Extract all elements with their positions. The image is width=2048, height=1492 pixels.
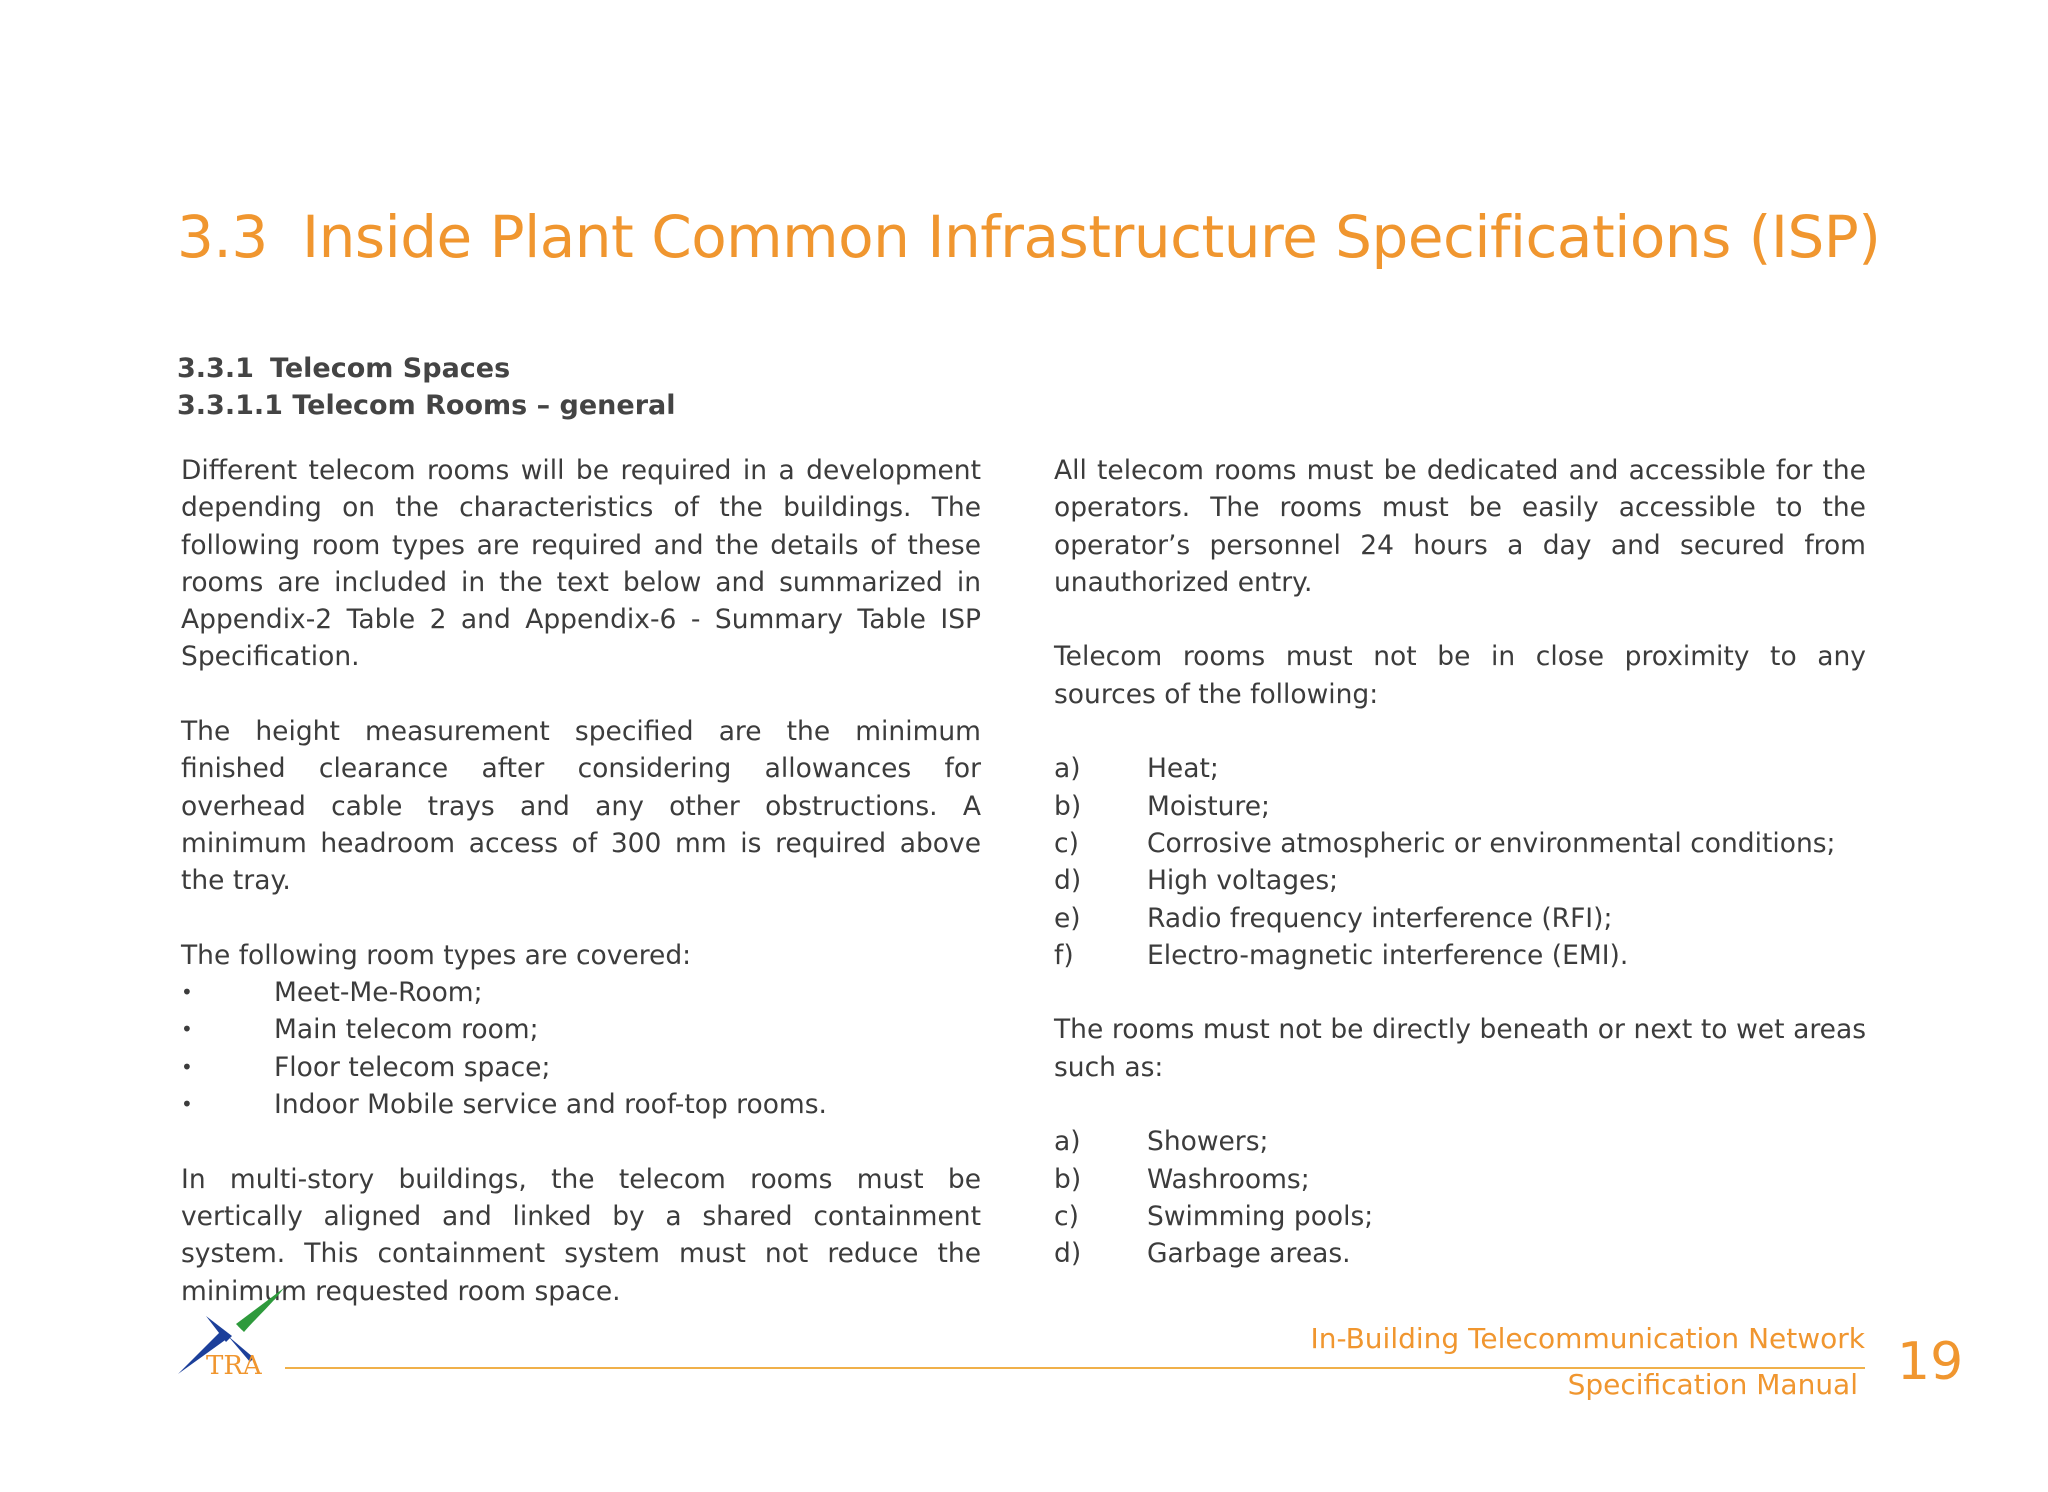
list-marker: a) bbox=[1054, 1126, 1081, 1158]
subsubsection-number: 3.3.1.1 bbox=[177, 390, 283, 421]
list-item bbox=[1054, 937, 1866, 974]
list-item-text: Electro-magnetic interference (EMI). bbox=[1147, 939, 1629, 971]
bullet-marker: • bbox=[181, 1092, 193, 1117]
logo-text: TRA bbox=[206, 1351, 262, 1378]
page-number: 19 bbox=[1897, 1332, 1964, 1392]
list-marker: b) bbox=[1054, 790, 1082, 822]
subsubsection-heading bbox=[177, 387, 675, 424]
section-title: Inside Plant Common Infrastructure Specifications (ISP) bbox=[302, 203, 1881, 271]
wet-areas-list bbox=[1054, 1123, 1866, 1272]
list-item-text: High voltages; bbox=[1147, 865, 1339, 897]
list-item-text: Heat; bbox=[1147, 753, 1219, 785]
list-item bbox=[1054, 1123, 1866, 1160]
list-item bbox=[181, 1011, 981, 1048]
list-item-text: Floor telecom space; bbox=[274, 1051, 551, 1083]
list-item-text: Moisture; bbox=[1147, 790, 1270, 822]
left-column bbox=[181, 452, 981, 1347]
paragraph: The following room types are covered: bbox=[181, 939, 692, 971]
list-item-text: Swimming pools; bbox=[1147, 1200, 1374, 1232]
paragraph: All telecom rooms must be dedicated and accessible for the operators. The rooms must be easily accessible to the operator’s personnel 24 hours a day and secured from unauthorized entry. bbox=[1054, 455, 1866, 598]
footer-subtitle: Specification Manual bbox=[1567, 1368, 1858, 1401]
subsection-number: 3.3.1 bbox=[177, 353, 254, 384]
room-types-list bbox=[181, 974, 981, 1123]
list-marker: b) bbox=[1054, 1163, 1082, 1195]
list-item bbox=[1054, 1198, 1866, 1235]
list-item-text: Showers; bbox=[1147, 1126, 1269, 1158]
list-item-text: Corrosive atmospheric or environmental conditions; bbox=[1147, 827, 1836, 859]
section-number: 3.3 bbox=[177, 203, 268, 271]
bullet-marker: • bbox=[181, 980, 193, 1005]
page-title bbox=[177, 196, 1880, 278]
list-item-text: Indoor Mobile service and roof-top rooms. bbox=[274, 1089, 827, 1121]
tra-logo bbox=[176, 1286, 288, 1378]
bullet-marker: • bbox=[181, 1017, 193, 1042]
list-item-text: Washrooms; bbox=[1147, 1163, 1310, 1195]
list-marker: c) bbox=[1054, 827, 1079, 859]
right-column bbox=[1054, 452, 1866, 1310]
list-item-text: Meet-Me-Room; bbox=[274, 977, 483, 1009]
hazard-sources-list bbox=[1054, 750, 1866, 974]
subsection-title: Telecom Spaces bbox=[270, 353, 511, 384]
list-item bbox=[1054, 788, 1866, 825]
list-marker: a) bbox=[1054, 753, 1081, 785]
list-item bbox=[1054, 1161, 1866, 1198]
list-item bbox=[1054, 750, 1866, 787]
list-marker: d) bbox=[1054, 865, 1082, 897]
subsubsection-title: Telecom Rooms – general bbox=[292, 390, 676, 421]
list-item bbox=[181, 974, 981, 1011]
paragraph: Different telecom rooms will be required in a development depending on the characteristics of the buildings. The following room types are required and the details of these rooms are included in the text below and summarized in Appendix-2 Table 2 and Appendix-6 - Summary Table ISP Specification. bbox=[181, 455, 981, 673]
list-item bbox=[1054, 900, 1866, 937]
bullet-marker: • bbox=[181, 1054, 193, 1079]
paragraph: The rooms must not be directly beneath or next to wet areas such as: bbox=[1054, 1014, 1866, 1083]
list-item-text: Garbage areas. bbox=[1147, 1238, 1351, 1270]
paragraph: In multi-story buildings, the telecom rooms must be vertically aligned and linked by a shared containment system. This containment system must not reduce the minimum requested room space. bbox=[181, 1163, 981, 1307]
list-marker: e) bbox=[1054, 902, 1081, 934]
list-marker: f) bbox=[1054, 939, 1074, 971]
list-item bbox=[1054, 862, 1866, 899]
paragraph: The height measurement specified are the minimum finished clearance after considering allowances for overhead cable trays and any other obstructions. A minimum headroom access of 300 mm is required above the tray. bbox=[181, 716, 981, 897]
subsection-heading bbox=[177, 350, 510, 387]
list-marker: c) bbox=[1054, 1200, 1079, 1232]
list-item-text: Radio frequency interference (RFI); bbox=[1147, 902, 1613, 934]
list-item bbox=[181, 1049, 981, 1086]
list-item bbox=[181, 1086, 981, 1123]
list-item-text: Main telecom room; bbox=[274, 1014, 539, 1046]
list-marker: d) bbox=[1054, 1238, 1082, 1270]
paragraph: Telecom rooms must not be in close proximity to any sources of the following: bbox=[1054, 641, 1866, 710]
list-item bbox=[1054, 1235, 1866, 1272]
list-item bbox=[1054, 825, 1866, 862]
footer-title: In-Building Telecommunication Network bbox=[1310, 1322, 1865, 1355]
